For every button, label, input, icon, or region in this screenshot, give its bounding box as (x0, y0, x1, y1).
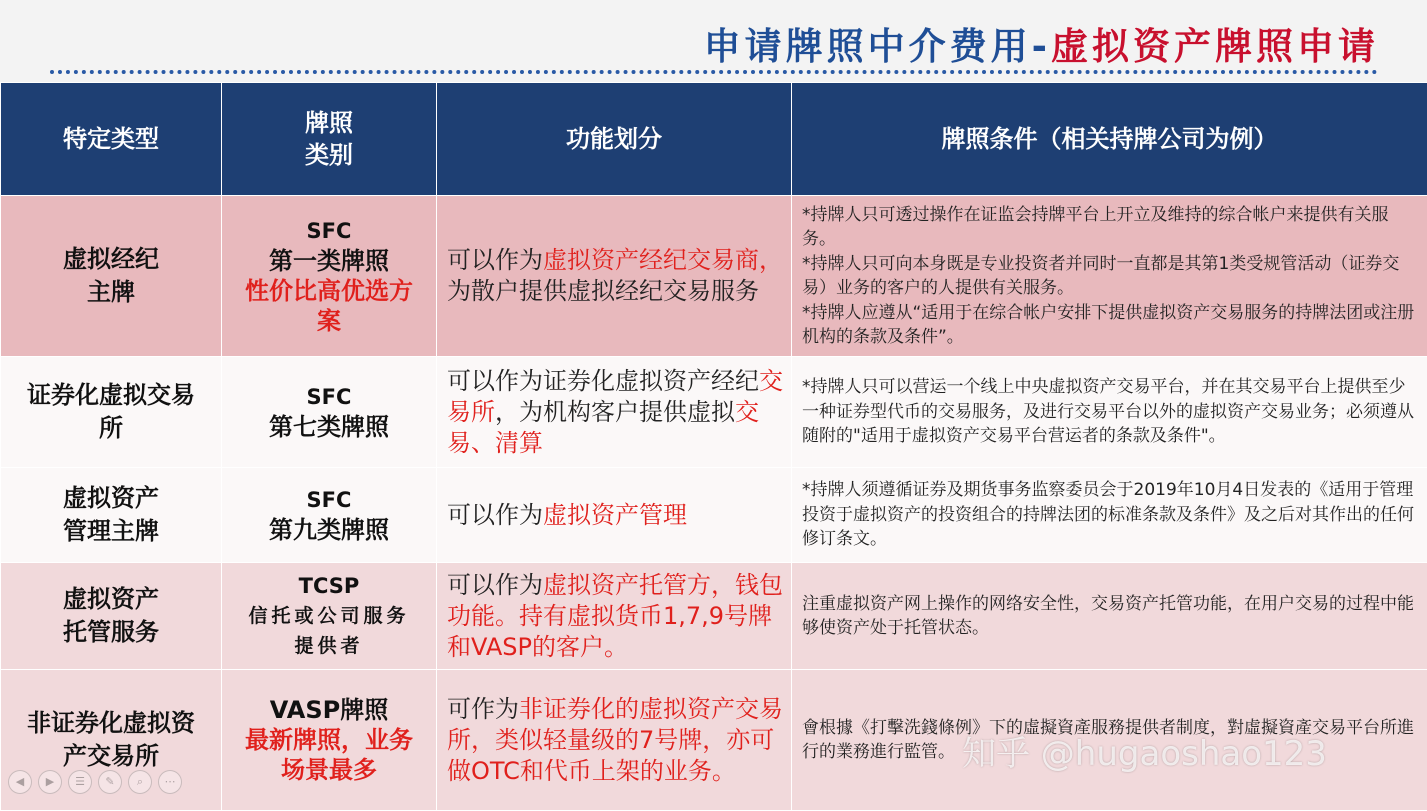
function-cell (437, 468, 792, 563)
license-note: 性价比高优选方 案 (222, 276, 436, 336)
table-row (1, 196, 1427, 357)
function-text: 可以作为 (447, 571, 543, 599)
license-cell (222, 357, 437, 468)
function-text: 可以作为 (447, 501, 543, 529)
function-text: ，为机构客户提供虚拟 (495, 398, 735, 426)
license-code: VASP牌照 (222, 695, 436, 725)
function-highlight: 虚拟资产经纪交易商， (543, 246, 783, 274)
type-cell: 证券化虚拟交易 所 (1, 357, 222, 468)
license-code: SFC (222, 382, 436, 412)
more-icon[interactable]: ⋯ (158, 770, 182, 794)
type-cell: 虚拟资产 托管服务 (1, 563, 222, 670)
license-cell (222, 563, 437, 670)
title-separator: - (1032, 25, 1051, 68)
function-highlight: 非证券化的虚拟资产交易所，类似轻量级的7号牌，亦可做OTC和代币上架的业务。 (447, 695, 783, 785)
zoom-icon[interactable]: ⌕ (128, 770, 152, 794)
license-note: 最新牌照，业务 场景最多 (222, 725, 436, 785)
slide-nav (8, 770, 182, 794)
license-name: 第七类牌照 (222, 412, 436, 442)
function-cell (437, 196, 792, 357)
function-text: 可以作为证券化虚拟资产经纪 (447, 367, 759, 395)
function-cell (437, 357, 792, 468)
watermark: 知乎 @hugaoshao123 (962, 726, 1327, 775)
table-row (1, 563, 1427, 670)
function-highlight: 交易、清算 (447, 398, 759, 457)
license-table (0, 82, 1427, 811)
function-text: 可以作为 (447, 246, 543, 274)
function-cell (437, 563, 792, 670)
pen-icon[interactable]: ✎ (98, 770, 122, 794)
license-name: 第一类牌照 (222, 246, 436, 276)
function-text: 可作为 (447, 695, 519, 723)
function-highlight: 交易所 (447, 367, 783, 426)
type-cell: 虚拟经纪 主牌 (1, 196, 222, 357)
function-text: 为散户提供虚拟经纪交易服务 (447, 277, 759, 305)
next-icon[interactable]: ▶ (38, 770, 62, 794)
license-code: SFC (222, 485, 436, 515)
license-cell (222, 196, 437, 357)
header-type: 特定类型 (1, 83, 222, 196)
license-name: 信托或公司服务 提供者 (222, 601, 436, 661)
conditions-cell: 會根據《打擊洗錢條例》下的虛擬資產服務提供者制度，對虛擬資產交易平台所進行的業務進行監管。 (792, 670, 1427, 811)
license-cell (222, 468, 437, 563)
function-cell (437, 670, 792, 811)
page-title (704, 16, 1379, 70)
title-divider (50, 70, 1378, 74)
prev-icon[interactable]: ◀ (8, 770, 32, 794)
header-function: 功能划分 (437, 83, 792, 196)
function-highlight: 虚拟资产托管方，钱包功能。持有虚拟货币1,7,9号牌和VASP的客户。 (447, 571, 783, 661)
menu-icon[interactable]: ☰ (68, 770, 92, 794)
title-part2: 虚拟资产牌照申请 (1051, 25, 1379, 68)
title-bar (0, 0, 1427, 82)
function-highlight: 虚拟资产管理 (543, 501, 687, 529)
table-header-row (1, 83, 1427, 196)
title-part1: 申请牌照中介费用 (704, 25, 1032, 68)
type-cell: 非证券化虚拟资 产交易所 (1, 670, 222, 811)
license-code: TCSP (222, 571, 436, 601)
header-license: 牌照 类别 (222, 83, 437, 196)
table-row (1, 357, 1427, 468)
conditions-cell: *持牌人只可透过操作在证监会持牌平台上开立及维持的综合帐户来提供有关服务。 *持牌人只可向本身既是专业投资者并同时一直都是其第1类受规管活动（证券交易）业务的客户的人提供有关服务。 *持牌人应遵从“适用于在综合帐户安排下提供虚拟资产交易服务的持牌法团或注册机构的条款及条件”。 (792, 196, 1427, 357)
header-conditions: 牌照条件（相关持牌公司为例） (792, 83, 1427, 196)
conditions-cell: 注重虚拟资产网上操作的网络安全性，交易资产托管功能，在用户交易的过程中能够使资产处于托管状态。 (792, 563, 1427, 670)
license-code: SFC (222, 216, 436, 246)
table-row (1, 468, 1427, 563)
license-cell (222, 670, 437, 811)
conditions-cell: *持牌人须遵循证券及期货事务监察委员会于2019年10月4日发表的《适用于管理投资于虚拟资产的投资组合的持牌法团的标准条款及条件》及之后对其作出的任何修订条文。 (792, 468, 1427, 563)
type-cell: 虚拟资产 管理主牌 (1, 468, 222, 563)
license-name: 第九类牌照 (222, 515, 436, 545)
conditions-cell: *持牌人只可以营运一个线上中央虚拟资产交易平台，并在其交易平台上提供至少一种证券型代币的交易服务，及进行交易平台以外的虚拟资产交易业务；必须遵从随附的"适用于虚拟资产交易平台营运者的条款及条件"。 (792, 357, 1427, 468)
